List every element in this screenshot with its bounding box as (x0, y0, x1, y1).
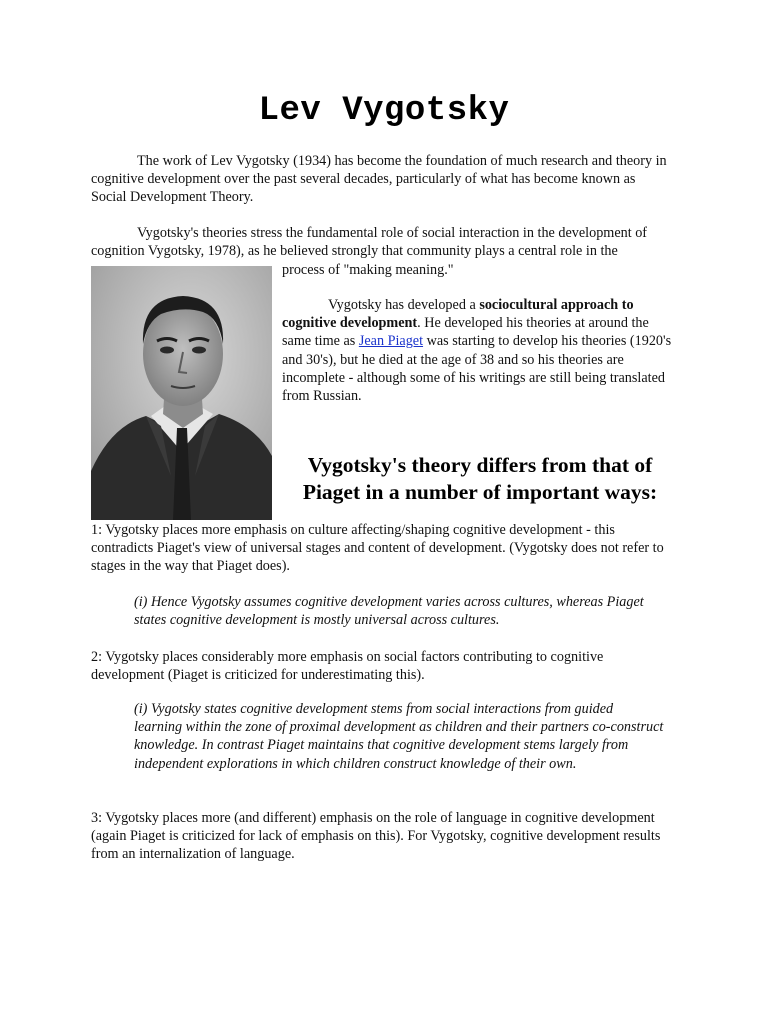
point-2: 2: Vygotsky places considerably more emphasis on social factors contributing to cognitive development (Piaget is criticized for underestimating this). (91, 649, 604, 684)
point-3: 3: Vygotsky places more (and different) emphasis on the role of language in cognitive development (again Piaget is criticized for lack of emphasis on this). For Vygotsky, cognitive development results from an internalization of language. (91, 810, 661, 863)
section-heading: Vygotsky's theory differs from that of Piaget in a number of important ways: (302, 453, 658, 504)
quote-1: (i) Hence Vygotsky assumes cognitive development varies across cultures, whereas Piaget states cognitive development is mostly universal across cultures. (134, 594, 644, 629)
intro-text: The work of Lev Vygotsky (1934) has become the foundation of much research and theory in cognitive development over the past several decades, particularly of what has become known as Social Development Theory. (91, 153, 667, 206)
point-1: 1: Vygotsky places more emphasis on culture affecting/shaping cognitive development - this contradicts Piaget's view of universal stages and content of development. (Vygotsky does not refer to stages in the way that Piaget does). (91, 522, 664, 575)
page-title: Lev Vygotsky (258, 92, 510, 130)
jean-piaget-link[interactable]: Jean Piaget (358, 333, 424, 350)
approach-mid: . He developed his theories at around the same time as (282, 315, 649, 350)
theory-paragraph-continued: process of "making meaning." (282, 262, 454, 278)
intro-paragraph (91, 152, 671, 207)
theory-paragraph (91, 224, 679, 260)
approach-lead: Vygotsky has developed a (328, 297, 480, 313)
approach-tail: was starting to develop his theories (1920's and 30's), but he died at the age of 38 and so his theories are incomplete - although some of his writings are still being translated from Russian. (282, 333, 672, 405)
approach-paragraph (282, 296, 678, 405)
theory-text: Vygotsky's theories stress the fundamental role of social interaction in the development of cognition Vygotsky, 1978), as he believed strongly that community plays a central role in the (91, 225, 648, 260)
portrait-photo (91, 266, 272, 520)
quote-2: (i) Vygotsky states cognitive development stems from social interactions from guided learning within the zone of proximal development as children and their partners co-construct knowledge. In contrast Piaget maintains that cognitive development stems largely from independent explorations in which children construct knowledge of their own. (134, 701, 664, 772)
approach-bold-term: sociocultural approach to cognitive development (282, 297, 634, 332)
